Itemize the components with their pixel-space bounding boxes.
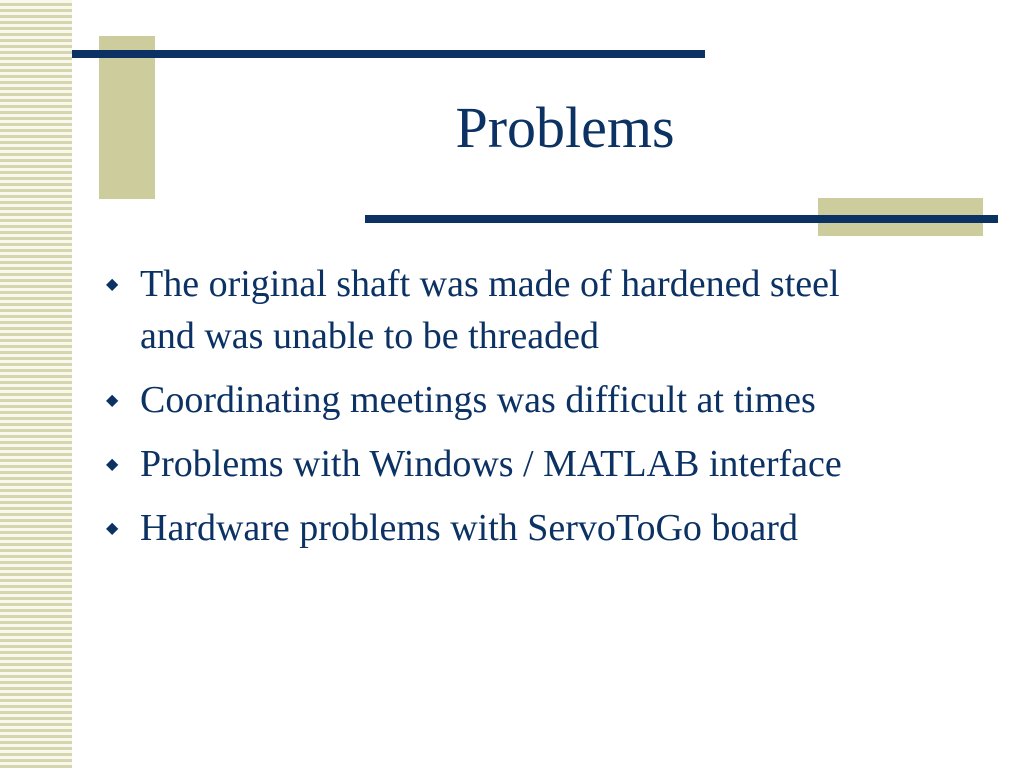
bullet-list bbox=[106, 258, 986, 566]
diamond-bullet-icon: ◆ bbox=[106, 454, 119, 473]
slide-title: Problems bbox=[455, 95, 675, 160]
bullet-item bbox=[106, 438, 986, 490]
bullet-text: Problems with Windows / MATLAB interface bbox=[140, 443, 842, 485]
diamond-bullet-icon: ◆ bbox=[106, 274, 119, 293]
bullet-item bbox=[106, 374, 986, 426]
bullet-item bbox=[106, 258, 986, 362]
bullet-item bbox=[106, 502, 986, 554]
title-rule-top bbox=[72, 50, 705, 58]
title-rule-bottom bbox=[365, 215, 998, 223]
diamond-bullet-icon: ◆ bbox=[106, 518, 119, 537]
bullet-text: The original shaft was made of hardened steel and was unable to be threaded bbox=[140, 263, 840, 357]
diamond-bullet-icon: ◆ bbox=[106, 390, 119, 409]
bullet-text: Coordinating meetings was difficult at times bbox=[140, 379, 816, 421]
left-striped-border bbox=[0, 0, 72, 768]
accent-block-top bbox=[99, 36, 155, 199]
bullet-text: Hardware problems with ServoToGo board bbox=[140, 507, 798, 549]
